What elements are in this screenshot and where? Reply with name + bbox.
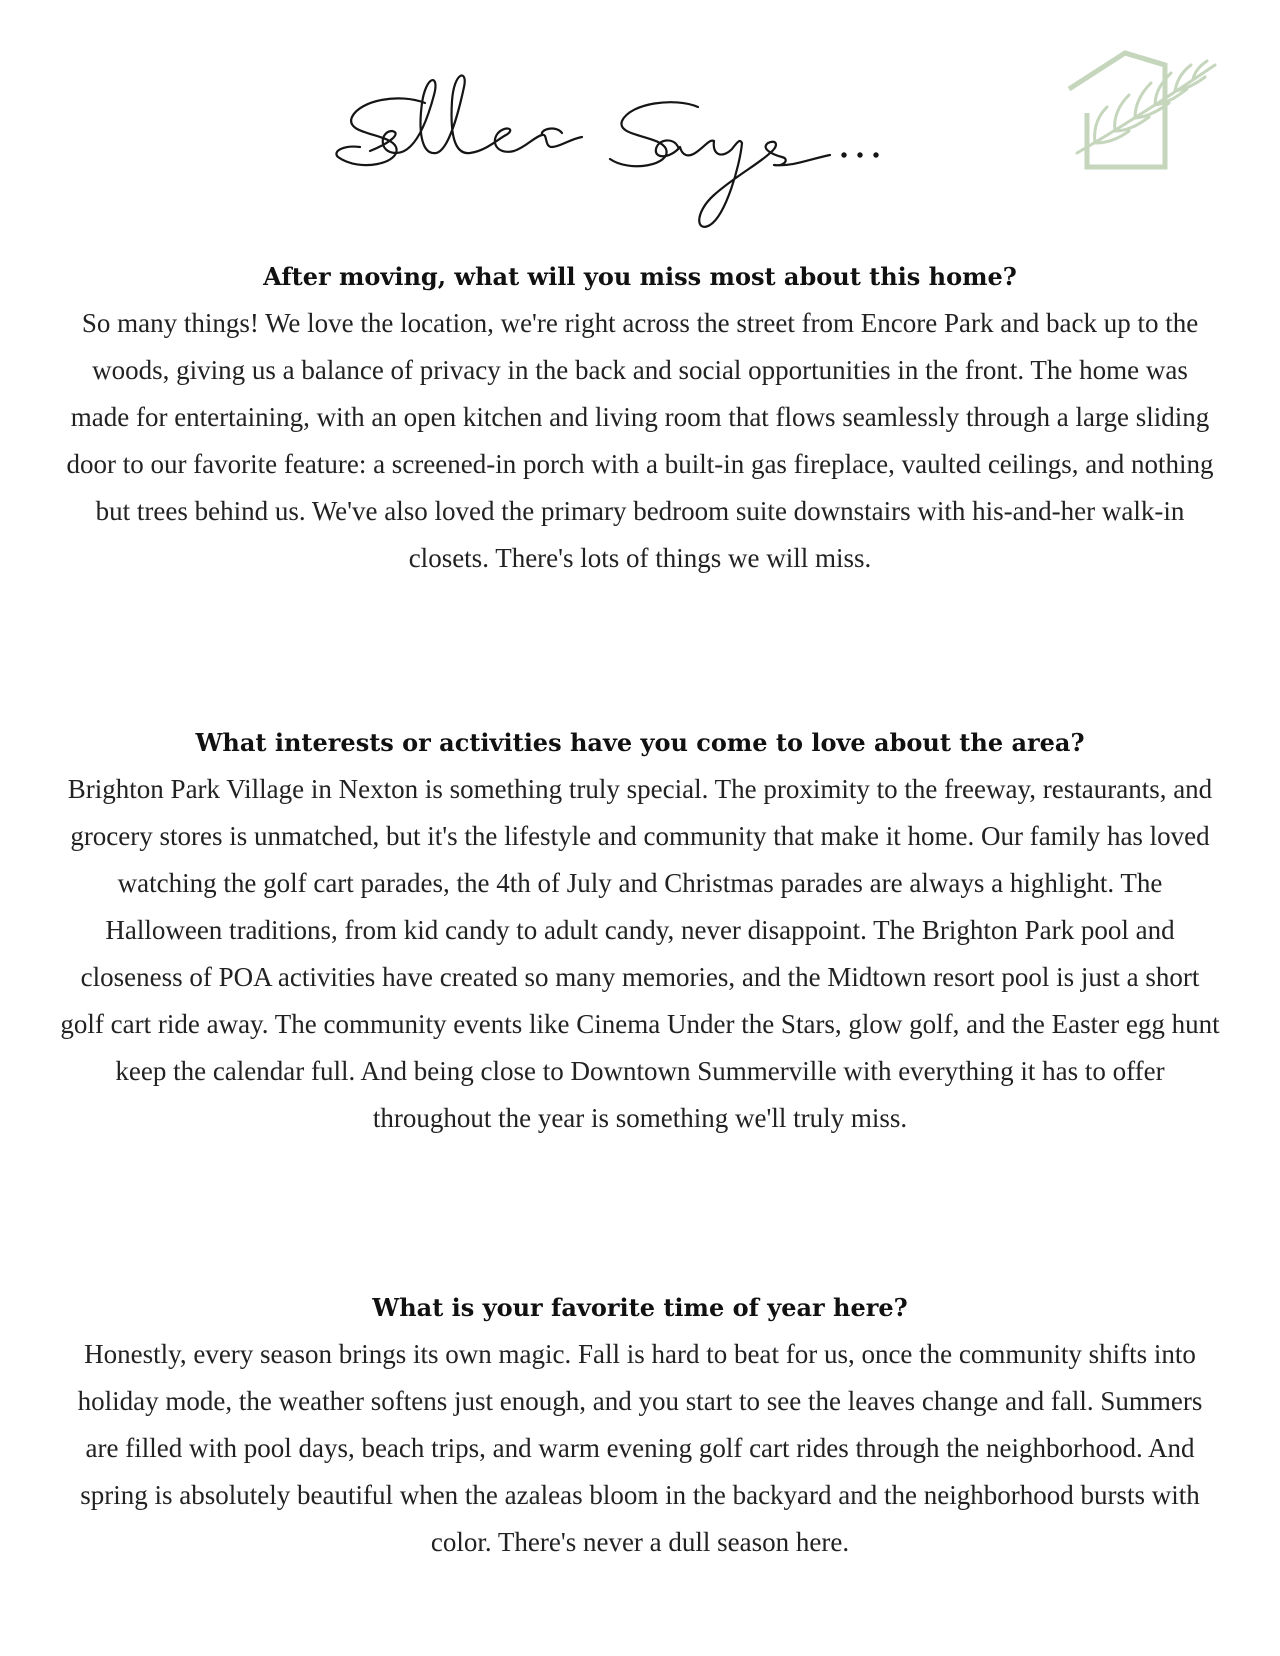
qa-section-favorite-time xyxy=(60,1285,1220,1566)
question-heading: What is your favorite time of year here? xyxy=(372,1293,908,1322)
page-title xyxy=(330,55,950,245)
answer-text: Honestly, every season brings its own magic. Fall is hard to beat for us, once the community shifts into holiday mode, the weather softens just enough, and you start to see the leaves change and fall. Summers are filled with pool days, beach trips, and warm evening golf cart rides through the neighborhood. And spring is absolutely beautiful when the azaleas bloom in the backyard and the neighborhood bursts with color. There's never a dull season here. xyxy=(77,1339,1203,1557)
question-heading: After moving, what will you miss most about this home? xyxy=(263,262,1017,291)
script-dot-2 xyxy=(858,153,861,156)
answer-text: Brighton Park Village in Nexton is something truly special. The proximity to the freeway, restaurants, and grocery stores is unmatched, but it's the lifestyle and community that make it home. Our family has loved watching the golf cart parades, the 4th of July and Christmas parades are always a highlight. The Halloween traditions, from kid candy to adult candy, never disappoint. The Brighton Park pool and closeness of POA activities have created so many memories, and the Midtown resort pool is just a short golf cart ride away. The community events like Cinema Under the Stars, glow golf, and the Easter egg hunt keep the calendar full. And being close to Downtown Summerville with everything it has to offer throughout the year is something we'll truly miss. xyxy=(60,774,1220,1133)
house-leaf-icon xyxy=(1065,45,1230,185)
qa-section-miss-most xyxy=(60,254,1220,582)
script-eller xyxy=(370,75,582,153)
qa-section-area-activities xyxy=(60,720,1220,1142)
script-s-says xyxy=(610,102,698,166)
answer-text: So many things! We love the location, we're right across the street from Encore Park and back up to the woods, giving us a balance of privacy in the back and social opportunities in the front. The home was made for entertaining, with an open kitchen and living room that flows seamlessly through a large sliding door to our favorite feature: a screened-in porch with a built-in gas fireplace, vaulted ceilings, and nothing but trees behind us. We've also loved the primary bedroom suite downstairs with his-and-her walk-in closets. There's lots of things we will miss. xyxy=(66,308,1214,573)
script-ays xyxy=(656,140,830,226)
house-roof-right xyxy=(1125,53,1165,65)
script-dot-1 xyxy=(842,153,845,156)
script-dot-3 xyxy=(874,153,877,156)
script-s-upper xyxy=(336,98,425,165)
script-r-flourish xyxy=(542,129,562,135)
title-script-lettering xyxy=(330,55,950,245)
question-heading: What interests or activities have you come to love about the area? xyxy=(195,728,1085,757)
